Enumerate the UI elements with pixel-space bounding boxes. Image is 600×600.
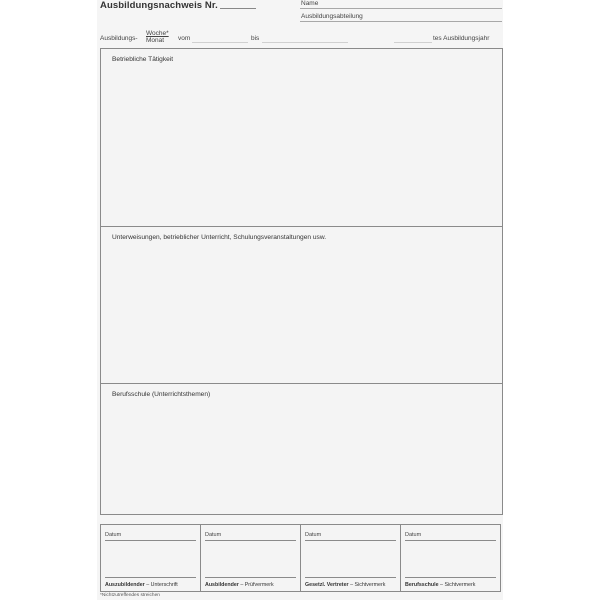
unit-option-month[interactable]: Monat: [146, 37, 165, 44]
department-field[interactable]: [300, 21, 502, 22]
section-work-activities[interactable]: [100, 48, 503, 227]
signature-field[interactable]: [305, 577, 396, 578]
signature-cell-trainee[interactable]: [101, 525, 201, 591]
signature-cell-trainer[interactable]: [201, 525, 301, 591]
signature-role: Berufsschule – Sichtvermerk: [405, 582, 476, 588]
department-label: Ausbildungsabteilung: [301, 13, 363, 20]
period-unit-options[interactable]: [146, 30, 169, 44]
from-label: vom: [178, 35, 191, 42]
date-label: Datum: [205, 532, 222, 538]
date-field[interactable]: [105, 540, 196, 541]
section-heading: Berufsschule (Unterrichtsthemen): [112, 391, 211, 398]
footnote: *Nichtzutreffendes streichen: [100, 593, 160, 598]
to-label: bis: [251, 35, 260, 42]
training-year-field[interactable]: [394, 42, 432, 43]
to-date-field[interactable]: [262, 42, 348, 43]
form-title: Ausbildungsnachweis Nr.: [100, 0, 218, 11]
training-year-label: tes Ausbildungsjahr: [433, 35, 490, 42]
section-vocational-school[interactable]: [100, 383, 503, 515]
unit-option-week[interactable]: Woche*: [146, 30, 169, 37]
signature-cell-vocational-school[interactable]: [401, 525, 500, 591]
date-field[interactable]: [405, 540, 496, 541]
date-field[interactable]: [205, 540, 296, 541]
section-instruction[interactable]: [100, 226, 503, 384]
period-prefix-label: Ausbildungs-: [100, 35, 138, 42]
signature-field[interactable]: [405, 577, 496, 578]
name-label: Name: [301, 0, 319, 7]
signature-role: Ausbildender – Prüfvermerk: [205, 582, 274, 588]
signature-role: Gesetzl. Vertreter – Sichtvermerk: [305, 582, 386, 588]
signature-field[interactable]: [205, 577, 296, 578]
signature-role: Auszubildender – Unterschrift: [105, 582, 178, 588]
date-label: Datum: [105, 532, 122, 538]
date-field[interactable]: [305, 540, 396, 541]
section-heading: Betriebliche Tätigkeit: [112, 56, 174, 63]
name-field[interactable]: [300, 8, 502, 9]
signature-cell-legal-guardian[interactable]: [301, 525, 401, 591]
from-date-field[interactable]: [192, 42, 248, 43]
date-label: Datum: [405, 532, 422, 538]
report-number-field[interactable]: [220, 8, 256, 9]
signature-row: [100, 524, 501, 592]
signature-field[interactable]: [105, 577, 196, 578]
section-heading: Unterweisungen, betrieblicher Unterricht, Schulungsveranstaltungen usw.: [112, 234, 327, 241]
date-label: Datum: [305, 532, 322, 538]
